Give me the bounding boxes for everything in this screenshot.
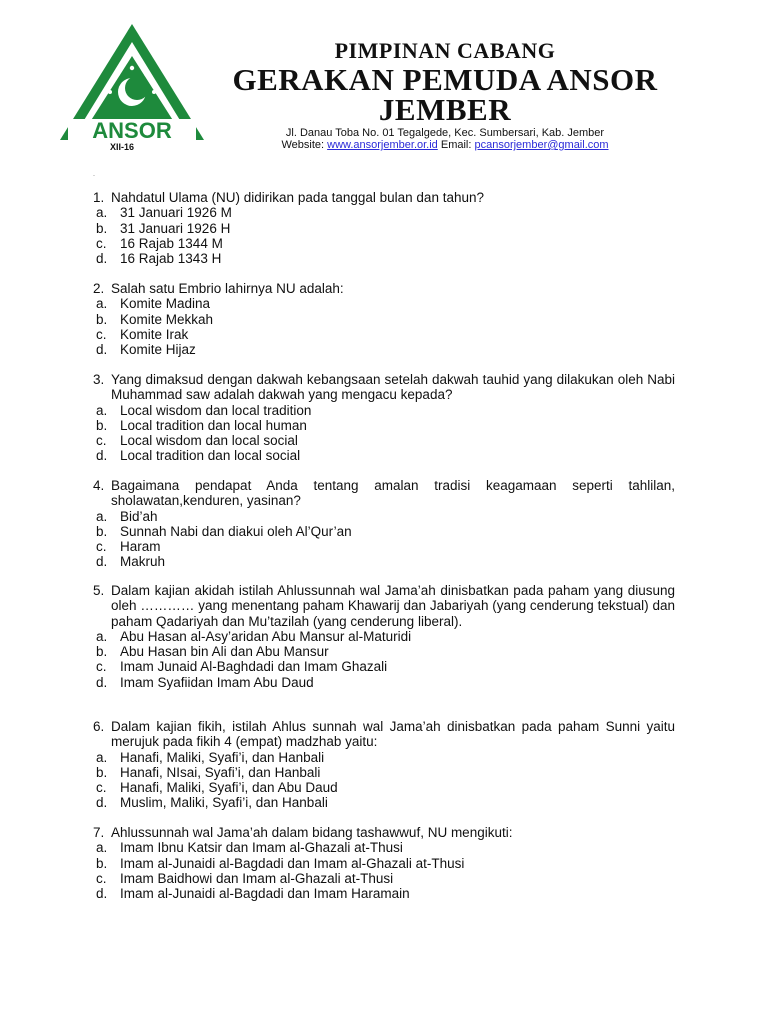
option-a: a. 31 Januari 1926 M <box>96 205 232 221</box>
option-d: d. Komite Hijaz <box>96 342 196 358</box>
question-number: 7. <box>93 825 105 840</box>
question-text: Nahdatul Ulama (NU) didirikan pada tanggal bulan dan tahun? <box>111 190 484 205</box>
header-line-1: PIMPINAN CABANG <box>334 38 556 63</box>
header-line-3: JEMBER <box>378 92 512 127</box>
option-a: a. Hanafi, Maliki, Syafi’i, dan Hanbali <box>96 749 325 765</box>
option-a: a. Abu Hasan al-Asy’aridan Abu Mansur al-Maturidi <box>96 628 412 644</box>
option-c: c. 16 Rajab 1344 M <box>96 235 223 251</box>
question-number: 1. <box>93 190 105 205</box>
question-text: Yang dimaksud dengan dakwah kebangsaan setelah dakwah tauhid yang dilakukan oleh Nabi Muhammad saw adalah dakwah yang mengacu kepada? <box>111 372 675 403</box>
question-2 <box>93 281 675 357</box>
option-b: b. Hanafi, NIsai, Syafi’i, dan Hanbali <box>96 764 321 780</box>
question-1 <box>93 190 675 266</box>
question-text: Ahlussunnah wal Jama’ah dalam bidang tashawwuf, NU mengikuti: <box>111 825 513 840</box>
question-text: Dalam kajian fikih, istilah Ahlus sunnah wal Jama’ah dinisbatkan pada paham Sunni yaitu merujuk pada fikih 4 (empat) madzhab yaitu: <box>111 719 675 750</box>
option-b: b. Abu Hasan bin Ali dan Abu Mansur <box>96 644 329 660</box>
header-line-2: GERAKAN PEMUDA ANSOR <box>232 62 658 97</box>
question-text: Salah satu Embrio lahirnya NU adalah: <box>111 281 344 296</box>
option-b: b. 31 Januari 1926 H <box>96 220 231 236</box>
option-c: c. Imam Junaid Al-Baghdadi dan Imam Ghazali <box>96 659 388 675</box>
question-number: 3. <box>93 372 105 387</box>
option-d: d. Muslim, Maliki, Syafi’i, dan Hanbali <box>96 795 328 811</box>
question-7 <box>93 825 675 901</box>
ansor-logo <box>58 22 206 144</box>
option-a: a. Komite Madina <box>96 296 211 312</box>
option-d: d. Makruh <box>96 554 166 570</box>
option-c: c. Haram <box>96 539 161 555</box>
option-d: d. Imam Syafiidan Imam Abu Daud <box>96 674 314 690</box>
header-contact <box>210 139 680 151</box>
option-b: b. Sunnah Nabi dan diakui oleh Al’Qur’an <box>96 523 352 539</box>
website-label: Website: <box>281 139 325 151</box>
question-number: 2. <box>93 281 105 296</box>
question-3 <box>93 372 675 464</box>
option-d: d. 16 Rajab 1343 H <box>96 251 222 267</box>
question-number: 6. <box>93 719 105 734</box>
option-c: c. Local wisdom dan local social <box>96 433 298 449</box>
question-4 <box>93 478 675 570</box>
option-c: c. Hanafi, Maliki, Syafi’i, dan Abu Daud <box>96 780 338 796</box>
header-address: Jl. Danau Toba No. 01 Tegalgede, Kec. Sumbersari, Kab. Jember <box>285 127 605 139</box>
question-number: 5. <box>93 583 105 598</box>
question-5 <box>93 583 675 690</box>
website-link[interactable]: www.ansorjember.or.id <box>327 139 438 151</box>
logo-text: ANSOR <box>92 118 172 143</box>
question-text: Dalam kajian akidah istilah Ahlussunnah wal Jama’ah dinisbatkan pada paham yang diusung oleh ………… yang menentang paham Khawarij dan Jabariyah (yang cenderung tekstual) dan paham Qadariyah dan Mu’tazilah (yang cenderung liberal). <box>111 583 675 629</box>
question-6 <box>93 719 675 811</box>
option-c: c. Komite Irak <box>96 326 189 342</box>
option-a: a. Imam Ibnu Katsir dan Imam al-Ghazali at-Thusi <box>96 840 403 856</box>
logo-code: XII-16 <box>110 142 135 152</box>
option-d: d. Imam al-Junaidi al-Bagdadi dan Imam Haramain <box>96 886 410 902</box>
option-d: d. Local tradition dan local social <box>96 448 301 464</box>
email-link[interactable]: pcansorjember@gmail.com <box>474 139 609 151</box>
stray-dot: · <box>93 173 95 179</box>
option-b: b. Local tradition dan local human <box>96 417 307 433</box>
option-a: a. Bid’ah <box>96 508 158 524</box>
question-text: Bagaimana pendapat Anda tentang amalan tradisi keagamaan seperti tahlilan, sholawatan,kenduren, yasinan? <box>111 478 675 509</box>
option-b: b. Imam al-Junaidi al-Bagdadi dan Imam al-Ghazali at-Thusi <box>96 855 465 871</box>
email-label: Email: <box>440 139 472 151</box>
option-c: c. Imam Baidhowi dan Imam al-Ghazali at-Thusi <box>96 870 394 886</box>
question-number: 4. <box>93 478 105 493</box>
option-b: b. Komite Mekkah <box>96 311 214 327</box>
option-a: a. Local wisdom dan local tradition <box>96 402 312 418</box>
